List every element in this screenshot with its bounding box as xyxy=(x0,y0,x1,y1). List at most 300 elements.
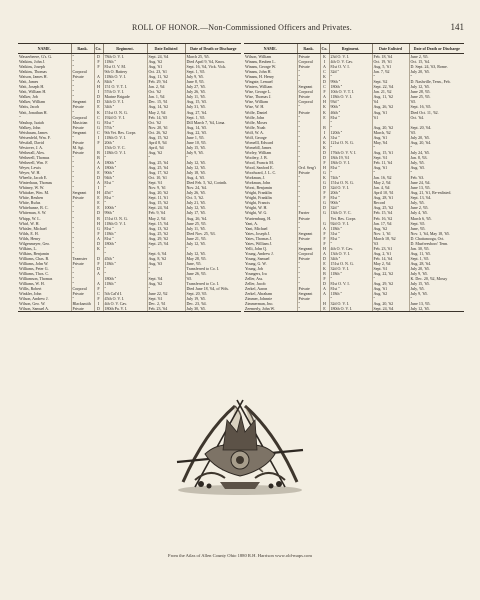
cell-date-enlisted: Aug. 13, '62 xyxy=(147,226,185,231)
cell-date-discharge: July 26, '65. xyxy=(185,89,241,94)
cell-date-enlisted: " xyxy=(372,145,409,150)
cell-name: Wilkins, Benjamin xyxy=(19,250,50,256)
cell-regiment: 118th " xyxy=(103,59,147,64)
cell-name: Williams, Thos. C. xyxy=(19,271,50,277)
cell-rank: " xyxy=(297,150,320,155)
cell-date-enlisted: Aug. '62 xyxy=(147,59,185,64)
cell-name: Winters, William xyxy=(245,84,273,90)
cell-rank: " xyxy=(71,236,94,241)
cell-date-discharge: June 2, '65. xyxy=(409,205,464,210)
cell-name: Wright, Francis xyxy=(245,200,270,206)
cell-rank: Private xyxy=(71,306,94,312)
cell-date-enlisted: Aug. 11, '62 xyxy=(147,74,185,79)
cell-date-discharge: June 21, '65. xyxy=(185,236,241,241)
cell-name: Watts, Jacob xyxy=(19,104,40,110)
cell-rank: " xyxy=(297,205,320,210)
cell-regiment: 32d " xyxy=(329,69,372,74)
cell-name: Walker, Job xyxy=(19,94,38,100)
cell-date-enlisted: Sept. 25, '64 xyxy=(147,241,185,246)
cell-date-enlisted: Aug. 15, '61 xyxy=(372,150,409,155)
cell-regiment: 180th " xyxy=(103,160,147,165)
cell-rank: " xyxy=(297,281,320,286)
cell-name: Williamson, Thomas xyxy=(19,276,53,282)
cell-name: Williams, Chas. B. xyxy=(19,255,50,261)
cell-name: Womeldl, James xyxy=(245,144,272,150)
cell-company: K xyxy=(94,110,103,115)
cell-company: F xyxy=(320,276,329,281)
cell-company: D xyxy=(320,205,329,210)
cell-date-enlisted: Feb. 14, '64 xyxy=(372,256,409,261)
cell-name: Whiteman, S. W. xyxy=(19,210,47,216)
cell-name: Winans, Reuben L. xyxy=(245,59,276,65)
cell-company: H xyxy=(320,165,329,170)
cell-name: Williams, John W. xyxy=(19,260,49,266)
cell-rank: Private xyxy=(71,195,94,200)
cell-regiment: " xyxy=(329,296,372,301)
cell-date-discharge: Died Nov. 25, '63. xyxy=(185,231,241,236)
column-header-regiment: Regiment. xyxy=(103,44,147,54)
cell-date-enlisted: Oct. 10, '61 xyxy=(147,175,185,180)
cell-name: Wasserbeere, G's. G. xyxy=(19,54,53,59)
cell-rank: Sergeant xyxy=(297,84,320,89)
page-title: ROLL OF HONOR.—Non-Commissioned Officers and Privates. xyxy=(132,23,352,32)
cell-name: Willis, Robert xyxy=(19,286,42,292)
cell-regiment: 118th O. V. I. xyxy=(329,94,372,99)
cell-date-enlisted: Aug. 25, '62 xyxy=(147,231,185,236)
cell-rank: Private xyxy=(297,94,320,99)
cell-rank: Farrier xyxy=(297,210,320,215)
cell-company: I xyxy=(94,301,103,306)
cell-company: F xyxy=(320,195,329,200)
cell-name: Whitaker, Wm. M. xyxy=(19,190,50,196)
cell-date-enlisted: Aug. '62 xyxy=(372,226,409,231)
cell-date-enlisted: Feb. 23, '64 xyxy=(147,306,185,312)
cell-regiment: 81st " xyxy=(329,115,372,120)
cell-name: Watt, Joseph H. xyxy=(19,84,45,90)
cell-name: Young, Andrew J. xyxy=(245,250,274,256)
cell-regiment: " xyxy=(103,271,147,276)
column-header-regiment: Regiment. xyxy=(329,44,372,54)
cell-name: Workman, J. xyxy=(245,175,266,181)
cell-date-discharge: July 12, '65. xyxy=(185,165,241,170)
cell-name: Winans, George W. xyxy=(245,64,277,70)
cell-name: Wolfe, John xyxy=(245,114,265,120)
cell-regiment: 120th " xyxy=(329,130,372,135)
cell-date-discharge: July 17, '65. xyxy=(185,210,241,215)
cell-rank: Teamster xyxy=(71,256,94,261)
cell-date-discharge: July 18, '65. xyxy=(185,170,241,175)
cell-name: Westover, J. A. xyxy=(19,144,44,150)
cell-date-discharge: July 15, '65. xyxy=(409,281,464,286)
cell-date-enlisted: Aug. 8, '62 xyxy=(147,256,185,261)
cell-date-enlisted: Jan. 7, '62 xyxy=(372,69,409,74)
cell-date-enlisted: Record xyxy=(372,200,409,205)
cell-rank: " xyxy=(297,160,320,165)
page-header xyxy=(18,23,466,37)
cell-date-discharge: June 13, '65. xyxy=(409,301,464,306)
cell-name: Wilson, Geo. W. xyxy=(19,301,46,307)
cell-rank: Private xyxy=(297,64,320,69)
cell-company: D xyxy=(320,281,329,286)
cell-rank: " xyxy=(71,84,94,89)
cell-company: H xyxy=(94,84,103,89)
cell-date-discharge: Sept. 16, '64, Vick. Vick. xyxy=(185,64,241,69)
cell-company: G xyxy=(320,200,329,205)
cell-regiment: 31st " xyxy=(329,135,372,140)
cell-regiment: " xyxy=(329,241,372,246)
cell-date-enlisted: Jan. 21, '62 xyxy=(372,89,409,94)
cell-regiment: 15th O. V. C. xyxy=(103,145,147,150)
cell-date-enlisted: May, '64 xyxy=(372,140,409,145)
cell-regiment: 180th " xyxy=(103,165,147,170)
cell-name: Wingate, Lemuel xyxy=(245,79,273,85)
cell-name: Wise, George L. xyxy=(245,89,272,95)
cell-rank: Corporal xyxy=(71,286,94,291)
cell-company: B xyxy=(94,150,103,155)
cell-date-discharge: " xyxy=(185,246,241,251)
cell-regiment: 57th O. V. I. xyxy=(103,89,147,94)
cell-company: C xyxy=(320,69,329,74)
cell-rank: Private xyxy=(297,216,320,221)
cell-date-discharge: June, '65. xyxy=(409,226,464,231)
cell-regiment: 180th " xyxy=(103,241,147,246)
cell-name: Williams, W. H. xyxy=(19,281,45,287)
cell-name: Wright, Franklin xyxy=(245,195,272,201)
cell-date-enlisted: Sept. '62 xyxy=(372,79,409,84)
cell-rank: " xyxy=(297,185,320,190)
cell-date-enlisted: Aug. 20, '62 xyxy=(372,301,409,306)
cell-regiment: 4th O. V. Cav. xyxy=(329,246,372,251)
cell-rank: " xyxy=(71,59,94,64)
cell-name: White, Reuben xyxy=(19,195,43,201)
cell-date-discharge: July, '65. xyxy=(409,200,464,205)
cell-regiment: " xyxy=(329,170,372,175)
cell-date-enlisted: Aug. 22, '62 xyxy=(372,271,409,276)
cell-rank: " xyxy=(71,216,94,221)
cell-date-enlisted: Nov. 20, '61 xyxy=(147,125,185,130)
page-number: 141 xyxy=(450,22,464,32)
cell-regiment: 192d O. V. I. xyxy=(103,115,147,120)
cell-regiment: 180th Pa. V. I. xyxy=(103,306,147,312)
cell-name: Wetherell, Thomas xyxy=(19,154,50,160)
cell-date-enlisted: March, '62 xyxy=(372,130,409,135)
cell-regiment: 78th O. V. I. xyxy=(103,54,147,60)
cell-date-discharge: July 9, '65. xyxy=(409,271,464,276)
cell-date-discharge: June 26, '65. xyxy=(185,271,241,276)
cell-date-enlisted: Aug. 15, '62 xyxy=(147,200,185,205)
cell-regiment: 32d O. V. I. xyxy=(329,301,372,306)
cell-name: Williams, Peter G. xyxy=(19,265,49,271)
cell-name: Wolfe, Daniel xyxy=(245,109,268,115)
cell-rank: Private xyxy=(297,236,320,241)
cell-regiment: 81st O. V. M. xyxy=(103,64,147,69)
cell-name: Winans, John H. xyxy=(245,69,272,75)
cell-date-discharge: July 9, '65. xyxy=(409,291,464,296)
cell-date-discharge: July 15, '65. xyxy=(185,145,241,150)
cell-date-enlisted: Feb. 29, '64 xyxy=(147,79,185,84)
cell-company: E xyxy=(94,104,103,109)
cell-regiment: 81st " xyxy=(329,236,372,241)
cell-company: G xyxy=(320,210,329,215)
cell-date-discharge: Sept. '65. xyxy=(409,221,464,226)
cell-name: Yates, Thomas J. xyxy=(245,235,273,241)
cell-date-discharge: '65. xyxy=(409,99,464,104)
cell-date-enlisted: Jan. 16, '62 xyxy=(372,175,409,180)
cell-date-enlisted: Aug. '61 xyxy=(372,135,409,140)
cell-company: D xyxy=(94,306,103,312)
cell-regiment: 118th " xyxy=(103,281,147,286)
cell-rank: Sergeant xyxy=(297,246,320,251)
cell-rank: M. Sgt. xyxy=(71,145,94,150)
cell-date-discharge: Aug. 27, '64. xyxy=(185,110,241,115)
cell-rank: " xyxy=(297,130,320,135)
cell-name: Zerkel, Aaron xyxy=(245,286,268,292)
cell-date-discharge: June 25, '65. xyxy=(185,221,241,226)
cell-date-discharge: " xyxy=(409,74,464,79)
cell-date-discharge: Sept. 16, '65. xyxy=(409,104,464,109)
cell-date-discharge: July 30, '65. xyxy=(185,306,241,312)
cell-rank: " xyxy=(297,145,320,150)
cell-name: White, Rufus xyxy=(19,200,41,206)
cell-date-enlisted: " xyxy=(372,74,409,79)
cell-date-discharge: Aug. 20, '64. xyxy=(409,140,464,145)
cell-date-enlisted: Sept. '61 xyxy=(147,180,185,185)
cell-rank: " xyxy=(71,281,94,286)
cell-date-discharge: July 12, '65. xyxy=(409,306,464,312)
cell-name: Wetherall, Alex. xyxy=(19,149,46,155)
cell-regiment: 32d " xyxy=(329,205,372,210)
cell-date-discharge: June 25, '65. xyxy=(409,94,464,99)
cell-name: Womelll, Edward xyxy=(245,139,274,145)
cell-date-enlisted: Aug. 14, '62 xyxy=(147,104,185,109)
cell-regiment: 118th O. V. I. xyxy=(103,221,147,226)
cell-rank: " xyxy=(71,205,94,210)
cell-date-discharge: June 10, '65. xyxy=(185,140,241,145)
cell-date-discharge: July 4, '65. xyxy=(409,210,464,215)
cell-date-enlisted: Sept. 6, '64 xyxy=(147,251,185,256)
cell-regiment: 10th O. V. T. I. xyxy=(329,89,372,94)
column-header-date-of-death-or-discharge: Date of Death or Discharge xyxy=(409,44,464,54)
cell-name: Zeemerly, John W. xyxy=(244,306,297,312)
cell-rank: " xyxy=(297,276,320,281)
cell-name: Whitney, W. W. xyxy=(19,185,45,191)
cell-name: Wise, W. H. xyxy=(245,104,265,110)
cell-date-discharge: Aug. 22, '65. xyxy=(185,130,241,135)
cell-company: E xyxy=(320,306,329,312)
cell-regiment: Marine Brigade xyxy=(103,94,147,99)
cell-date-discharge: June 13, '65. xyxy=(409,185,464,190)
table-header-row xyxy=(18,44,241,54)
cell-date-discharge: '65. xyxy=(409,130,464,135)
cell-rank: " xyxy=(71,165,94,170)
cell-date-discharge: Sept. 20, '65. xyxy=(185,291,241,296)
cell-company: D xyxy=(94,241,103,246)
cell-date-discharge: May 28, '65. xyxy=(185,256,241,261)
cell-regiment: 81st O. V. I. xyxy=(329,64,372,69)
cell-company: K xyxy=(320,266,329,271)
cell-date-discharge: March 25, '65. xyxy=(185,54,241,60)
cell-rank: " xyxy=(297,69,320,74)
cell-name: Weisbaum, James xyxy=(19,129,48,135)
cell-rank: " xyxy=(297,221,320,226)
cell-regiment: 34th " xyxy=(103,104,147,109)
cell-date-discharge: K. Dec. 20, '62, Mossy xyxy=(409,276,464,281)
cell-date-enlisted: Feb. 16, '62 xyxy=(372,216,409,221)
cell-name: Workman, John xyxy=(245,180,271,186)
cell-company: G xyxy=(320,180,329,185)
cell-rank: " xyxy=(297,180,320,185)
cell-rank: " xyxy=(71,180,94,185)
cell-date-discharge: June 24, '64. xyxy=(409,180,464,185)
roll-table-right-body xyxy=(244,54,464,312)
cell-date-enlisted: Aug. '61 xyxy=(372,286,409,291)
cell-company: G xyxy=(94,226,103,231)
cell-rank: " xyxy=(71,226,94,231)
cell-date-discharge: Oct. 15, '64. xyxy=(409,59,464,64)
cell-rank: " xyxy=(297,261,320,266)
cell-company: C xyxy=(320,84,329,89)
cell-date-discharge: June 2, '65. xyxy=(409,54,464,60)
cell-regiment: 180th " xyxy=(103,276,147,281)
cell-date-discharge: July 20, '65. xyxy=(409,266,464,271)
cell-date-discharge: " xyxy=(409,145,464,150)
cell-date-discharge: July 31, '65. xyxy=(185,104,241,109)
cell-date-discharge: July 19, '65. xyxy=(185,296,241,301)
cell-date-enlisted: Dec. 15, '61 xyxy=(147,99,185,104)
cell-name: Yelli, John Q. xyxy=(245,245,268,251)
cell-regiment: 9th O. Battery xyxy=(103,69,147,74)
cell-rank: " xyxy=(297,190,320,195)
cell-date-enlisted: " xyxy=(372,276,409,281)
cell-rank: " xyxy=(297,306,320,312)
cell-company: K xyxy=(320,74,329,79)
cell-regiment: Vet. Res. Corps xyxy=(329,216,372,221)
cell-rank: " xyxy=(297,155,320,160)
cell-date-enlisted: Oct. 19, '61 xyxy=(372,59,409,64)
cell-date-discharge: " xyxy=(409,170,464,175)
cell-regiment: 180th O. V. I. xyxy=(329,306,372,312)
cell-name: Zeller, Ass. xyxy=(245,276,264,282)
cell-date-discharge: Jan. 8, '63. xyxy=(409,155,464,160)
cell-date-enlisted: March 18, '62 xyxy=(372,236,409,241)
table-row xyxy=(18,306,241,312)
cell-regiment: 100th " xyxy=(103,205,147,210)
cell-name: Watkins, Joseph xyxy=(19,64,45,70)
cell-name: Zeller, Jacob xyxy=(245,281,266,287)
cell-regiment: 20th " xyxy=(103,140,147,145)
cell-rank: " xyxy=(71,266,94,271)
cell-company: K xyxy=(320,140,329,145)
cell-name: Whitehunse, B. C. xyxy=(19,205,49,211)
cell-date-enlisted: Aug. 25, '64 xyxy=(147,165,185,170)
cell-name: Young, Job xyxy=(245,265,264,271)
cell-date-discharge: July 21, '65. xyxy=(185,200,241,205)
cell-rank: Private xyxy=(297,286,320,291)
cell-date-enlisted: Aug. 20, '62 xyxy=(147,190,185,195)
cell-date-discharge: Transferred to Co. I. xyxy=(185,266,241,271)
cell-rank: " xyxy=(71,94,94,99)
cell-name: Wilson, Andrew J. xyxy=(19,296,49,302)
cell-regiment: 20th " xyxy=(329,190,372,195)
cell-date-discharge: D. Sept. 24, '63, Rome. xyxy=(409,64,464,69)
cell-name: Yant, Michael xyxy=(245,225,268,231)
cell-rank: Private xyxy=(297,110,320,115)
cell-company: F xyxy=(320,89,329,94)
cell-regiment: 32d O. V. I. xyxy=(329,185,372,190)
cell-date-enlisted: May 2, '64 xyxy=(372,180,409,185)
cell-company: I xyxy=(94,135,103,140)
cell-name: Youngers, Ira xyxy=(245,271,267,277)
cell-date-enlisted: Sept. 11, '61 xyxy=(147,195,185,200)
cell-name: Whisler, Michael xyxy=(19,225,47,231)
cell-rank: " xyxy=(71,231,94,236)
cell-company: K xyxy=(320,110,329,115)
military-trophy-emblem xyxy=(165,392,315,497)
cell-date-enlisted: Sept. '61 xyxy=(147,296,185,301)
cell-company: I xyxy=(320,59,329,64)
cell-regiment: 151 O. V. T. I. xyxy=(103,84,147,89)
cell-rank: " xyxy=(71,89,94,94)
cell-date-discharge: June 1, '65. xyxy=(185,135,241,140)
cell-regiment: 121st O. N. G. xyxy=(329,140,372,145)
cell-date-discharge: Died June 18, '64, of Wds. xyxy=(185,286,241,291)
cell-rank: " xyxy=(297,140,320,145)
cell-regiment: " xyxy=(329,120,372,125)
cell-date-discharge: Aug. '65. xyxy=(409,165,464,170)
cell-name: Whirl, W. H. xyxy=(19,220,40,226)
cell-company: D xyxy=(94,94,103,99)
cell-date-discharge: June 28, '65. xyxy=(409,89,464,94)
cell-date-enlisted: Sept. 24, '64 xyxy=(372,306,409,312)
cell-regiment: " xyxy=(103,155,147,160)
cell-date-discharge: Sept. 1, '65. xyxy=(185,69,241,74)
cell-name: Wright, Franklin xyxy=(245,190,272,196)
cell-name: " xyxy=(19,114,21,120)
cell-company: H xyxy=(320,301,329,306)
cell-date-enlisted: Nov. 9, '61 xyxy=(147,185,185,190)
cell-regiment: 99th " xyxy=(103,210,147,215)
cell-regiment: 118th " xyxy=(103,261,147,266)
cell-date-discharge: Died Feb. 5, '62, Corinth. xyxy=(185,180,241,185)
cell-name: Watt, William H. xyxy=(19,89,47,95)
cell-date-discharge: Aug. 15, '65. xyxy=(185,99,241,104)
cell-date-enlisted: Aug. 29, '62 xyxy=(147,236,185,241)
cell-name: Whipp, W. L. xyxy=(19,215,41,221)
cell-company: E xyxy=(320,115,329,120)
cell-regiment: 18th O. V. I. xyxy=(329,160,372,165)
cell-rank: " xyxy=(71,135,94,140)
cell-name: Wright, W. G. xyxy=(245,210,268,216)
cell-rank: " xyxy=(71,241,94,246)
cell-regiment: 84th " xyxy=(103,79,147,84)
cell-date-enlisted: Feb. 9, '64 xyxy=(147,210,185,215)
cell-name: Wilkins, L. xyxy=(19,245,37,251)
cell-date-discharge: Oct. 5, '62. xyxy=(185,195,241,200)
cell-name: Yates, Joseph J. xyxy=(245,230,271,236)
cell-rank: " xyxy=(297,226,320,231)
cell-company: K xyxy=(320,104,329,109)
cell-rank: " xyxy=(71,246,94,251)
cell-regiment: 46th " xyxy=(329,110,372,115)
column-header-name: NAME. xyxy=(18,44,71,54)
cell-regiment: 118th O. V. I. xyxy=(103,74,147,79)
cell-name: Watkins, Thomas xyxy=(19,69,47,75)
cell-date-enlisted: Aug. 2, '61 xyxy=(372,251,409,256)
cell-date-enlisted: Aug. 20, '62 xyxy=(372,125,409,130)
cell-rank: Private xyxy=(297,256,320,261)
cell-company: A xyxy=(320,286,329,291)
cell-regiment: 32d O. V. I. xyxy=(329,266,372,271)
